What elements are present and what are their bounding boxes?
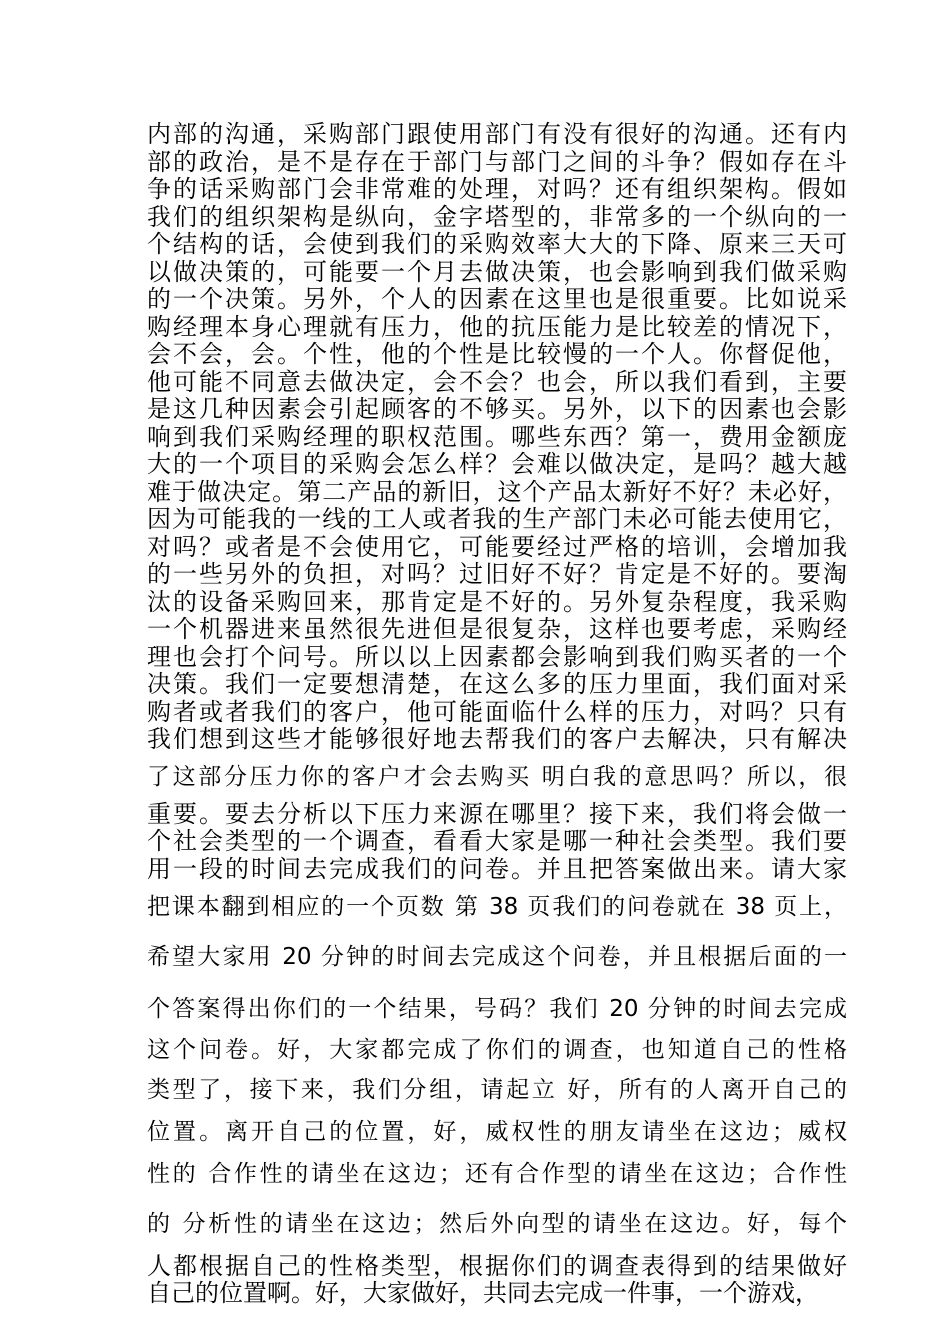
text-line: 这个问卷。好，大家都完成了你们的调查，也知道自己的性格	[147, 1037, 847, 1063]
text-line: 的 分析性的请坐在这边；然后外向型的请坐在这边。好，每个	[147, 1211, 847, 1237]
text-line: 决策。我们一定要想清楚，在这么多的压力里面，我们面对采	[147, 670, 847, 698]
text-line: 大的一个项目的采购会怎么样？会难以做决定，是吗？越大越	[147, 450, 847, 478]
text-line: 我们的组织架构是纵向，金字塔型的，非常多的一个纵向的一	[147, 203, 847, 231]
text-line: 难于做决定。第二产品的新旧，这个产品太新好不好？未必好，	[147, 478, 847, 506]
text-line: 响到我们采购经理的职权范围。哪些东西？第一，费用金额庞	[147, 423, 847, 451]
text-line: 因为可能我的一线的工人或者我的生产部门未必可能去使用它，	[147, 505, 847, 533]
text-line: 的一些另外的负担，对吗？过旧好不好？肯定是不好的。要淘	[147, 560, 847, 588]
text-line: 把课本翻到相应的一个页数 第 38 页我们的问卷就在 38 页上，	[147, 894, 847, 920]
text-line: 希望大家用 20 分钟的时间去完成这个问卷，并且根据后面的一	[147, 944, 847, 970]
text-line: 汰的设备采购回来，那肯定是不好的。另外复杂程度，我采购	[147, 588, 847, 616]
text-line: 内部的沟通，采购部门跟使用部门有没有很好的沟通。还有内	[147, 120, 847, 148]
text-line: 购经理本身心理就有压力，他的抗压能力是比较差的情况下，	[147, 313, 847, 341]
text-line: 性的 合作性的请坐在这边；还有合作型的请坐在这边；合作性	[147, 1161, 847, 1187]
text-line: 争的话采购部门会非常难的处理，对吗？还有组织架构。假如	[147, 175, 847, 203]
text-line: 我们想到这些才能够很好地去帮我们的客户去解决，只有解决	[147, 725, 847, 753]
text-line: 个结构的话，会使到我们的采购效率大大的下降、原来三天可	[147, 230, 847, 258]
text-line: 个答案得出你们的一个结果，号码？我们 20 分钟的时间去完成	[147, 996, 847, 1022]
text-line: 用一段的时间去完成我们的问卷。并且把答案做出来。请大家	[147, 855, 847, 883]
text-line: 自己的位置啊。好，大家做好，共同去完成一件事，一个游戏，	[147, 1279, 819, 1307]
text-line: 部的政治，是不是存在于部门与部门之间的斗争？假如存在斗	[147, 148, 847, 176]
text-line: 重要。要去分析以下压力来源在哪里？接下来，我们将会做一	[147, 800, 847, 828]
text-line: 类型了，接下来，我们分组，请起立 好，所有的人离开自己的	[147, 1077, 847, 1103]
text-line: 购者或者我们的客户，他可能面临什么样的压力，对吗？只有	[147, 698, 847, 726]
text-line: 位置。离开自己的位置，好，威权性的朋友请坐在这边；威权	[147, 1119, 847, 1145]
text-line: 一个机器进来虽然很先进但是很复杂，这样也要考虑，采购经	[147, 615, 847, 643]
text-line: 以做决策的，可能要一个月去做决策，也会影响到我们做采购	[147, 258, 847, 286]
text-line: 会不会，会。个性，他的个性是比较慢的一个人。你督促他，	[147, 340, 847, 368]
text-line: 理也会打个问号。所以以上因素都会影响到我们购买者的一个	[147, 643, 847, 671]
text-line: 了这部分压力你的客户才会去购买 明白我的意思吗？所以，很	[147, 764, 847, 790]
text-line: 是这几种因素会引起顾客的不够买。另外，以下的因素也会影	[147, 395, 847, 423]
text-line: 人都根据自己的性格类型，根据你们的调查表得到的结果做好	[147, 1252, 847, 1280]
text-line: 对吗？或者是不会使用它，可能要经过严格的培训，会增加我	[147, 533, 847, 561]
text-line: 的一个决策。另外，个人的因素在这里也是很重要。比如说采	[147, 285, 847, 313]
text-line: 个社会类型的一个调查，看看大家是哪一种社会类型。我们要	[147, 827, 847, 855]
text-line: 他可能不同意去做决定，会不会？也会，所以我们看到，主要	[147, 368, 847, 396]
